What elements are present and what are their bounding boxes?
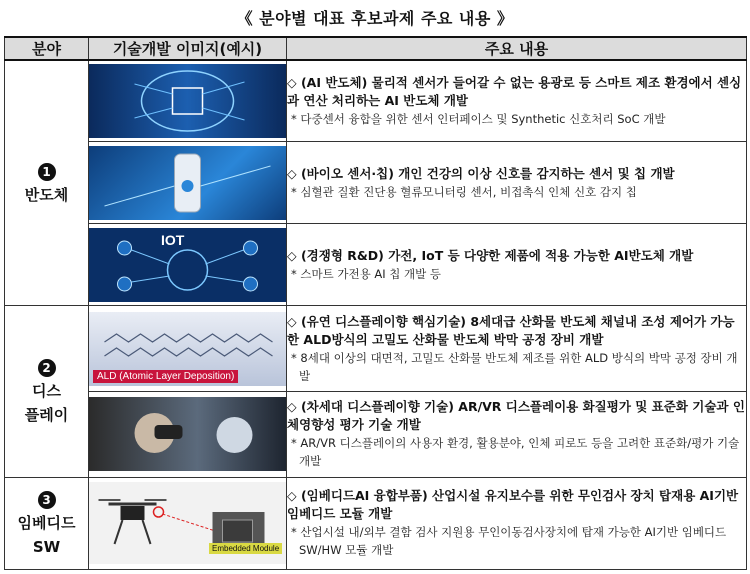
table-row xyxy=(5,391,747,477)
field-label: SW xyxy=(32,538,61,557)
network-nodes-icon xyxy=(89,228,286,302)
brain-circuit-icon xyxy=(89,64,286,138)
page-title: 《 분야별 대표 후보과제 주요 내용 》 xyxy=(236,9,514,28)
task-sub-text: * AR/VR 디스플레이의 사용자 환경, 활용분야, 인체 피로도 등을 고려한 표준화/평가 기술 개발 xyxy=(291,436,740,469)
field-semiconductor xyxy=(5,60,89,306)
field-display xyxy=(5,306,89,478)
content-cell xyxy=(287,306,747,392)
task-sub-text: * 다중센서 융합을 위한 센서 인터페이스 및 Synthetic 신호처리 SoC 개발 xyxy=(291,112,666,127)
table-header-row xyxy=(5,37,747,60)
iot-image-label: IOT xyxy=(161,231,185,248)
task-sub-text: * 8세대 이상의 대면적, 고밀도 산화물 반도체 제조를 위한 ALD 방식의 박막 공정 장비 개발 xyxy=(291,350,738,383)
field-label: 디스 xyxy=(32,382,61,401)
field-number-badge: 3 xyxy=(38,491,56,509)
task-main-text: ◇ (유연 디스플레이향 핵심기술) 8세대급 산화물 반도체 채널내 조성 제어가 가능한 ALD방식의 고밀도 산화물 반도체 박막 공정 장비 개발 xyxy=(287,313,735,347)
candidate-task-table xyxy=(4,36,747,570)
table-row xyxy=(5,60,747,142)
embedded-module-label: Embedded Module xyxy=(209,543,282,554)
vr-headset-icon xyxy=(89,397,286,471)
content-cell xyxy=(287,142,747,224)
content-cell xyxy=(287,224,747,306)
header-field: 분야 xyxy=(5,37,89,60)
task-main-text: ◇ (AI 반도체) 물리적 센서가 들어갈 수 없는 용광로 등 스마트 제조 환경에서 센싱과 연산 처리하는 AI 반도체 개발 xyxy=(287,75,742,109)
table-row xyxy=(5,142,747,224)
ald-image-label: ALD (Atomic Layer Deposition) xyxy=(93,370,238,383)
task-main-text: ◇ (바이오 센서·칩) 개인 건강의 이상 신호를 감지하는 센서 및 칩 개발 xyxy=(287,165,675,181)
task-main-text: ◇ (경쟁형 R&D) 가전, IoT 등 다양한 제품에 적용 가능한 AI반도체 개발 xyxy=(287,247,694,263)
table-row xyxy=(5,224,747,306)
table-row xyxy=(5,477,747,569)
task-main-text: ◇ (임베디드AI 융합부품) 산업시설 유지보수를 위한 무인검사 장치 탑재용 AI기반 임베디드 모듈 개발 xyxy=(287,488,739,522)
field-label: 반도체 xyxy=(24,186,69,205)
image-cell xyxy=(89,391,287,477)
header-image: 기술개발 이미지(예시) xyxy=(89,37,287,60)
ald-lattice-image xyxy=(89,312,286,386)
image-cell xyxy=(89,60,287,142)
task-sub-text: * 산업시설 내/외부 결함 검사 지원용 무인이동검사장치에 탑재 가능한 AI기반 임베디드 SW/HW 모듈 개발 xyxy=(291,525,727,558)
field-number-badge: 1 xyxy=(38,163,56,181)
table-row xyxy=(5,306,747,392)
content-cell xyxy=(287,391,747,477)
task-main-text: ◇ (차세대 디스플레이향 기술) AR/VR 디스플레이용 화질평가 및 표준화 기술과 인체영향성 평가 기술 개발 xyxy=(287,399,745,433)
ai-brain-chip-image xyxy=(89,64,286,138)
image-cell xyxy=(89,142,287,224)
task-sub-text: * 심혈관 질환 진단용 혈류모니터링 센서, 비접촉식 인체 신호 감지 칩 xyxy=(291,184,637,199)
vr-headset-image xyxy=(89,397,286,471)
image-cell xyxy=(89,477,287,569)
field-embedded-sw xyxy=(5,477,89,569)
task-sub-text: * 스마트 가전용 AI 칩 개발 등 xyxy=(291,266,442,281)
image-cell xyxy=(89,224,287,306)
content-cell xyxy=(287,477,747,569)
content-cell xyxy=(287,60,747,142)
field-label: 플레이 xyxy=(24,406,69,425)
robot-hand-chip-image xyxy=(89,146,286,220)
header-content: 주요 내용 xyxy=(287,37,747,60)
robot-hand-icon xyxy=(89,146,286,220)
field-label: 임베디드 xyxy=(17,514,76,533)
field-number-badge: 2 xyxy=(38,359,56,377)
iot-devices-image xyxy=(89,228,286,302)
image-cell xyxy=(89,306,287,392)
drone-module-image xyxy=(89,482,286,564)
